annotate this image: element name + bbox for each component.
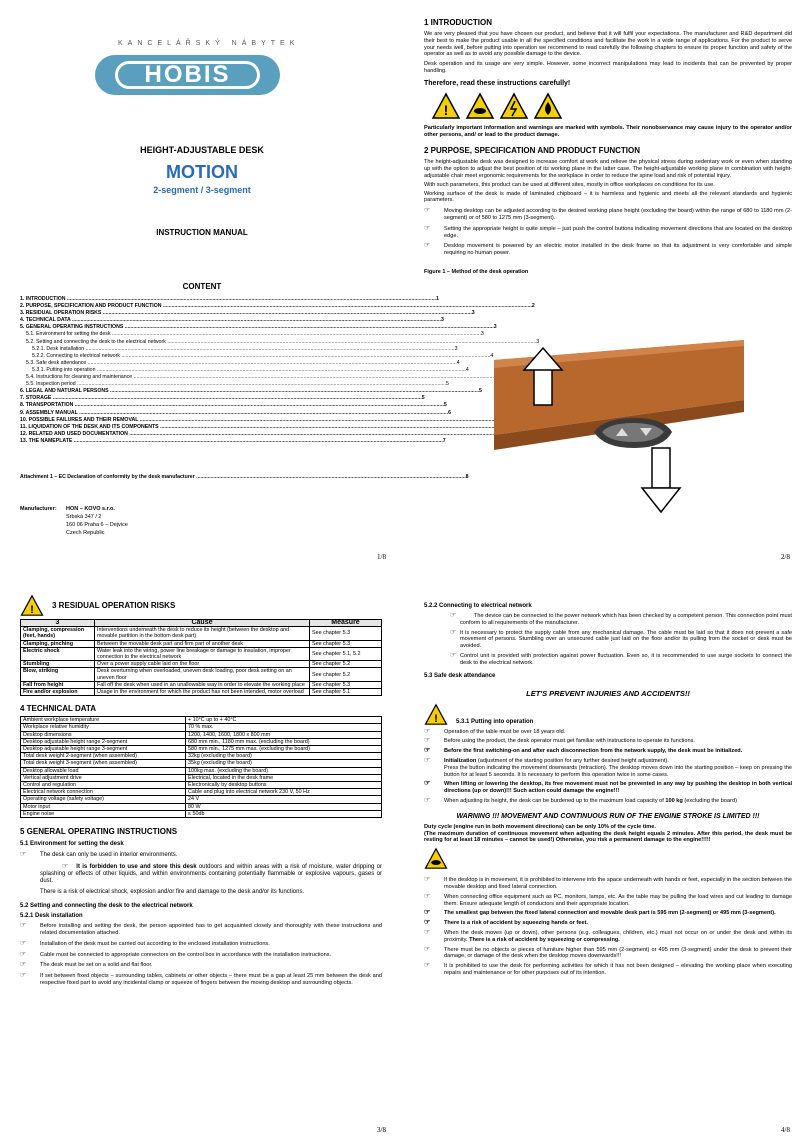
address-line: Srbská 347 / 2 bbox=[66, 514, 102, 520]
purpose-paragraph: With such parameters, this product can be used at different sites, mostly in office workplaces on conditions for its use. bbox=[424, 181, 715, 188]
table-row bbox=[21, 627, 382, 640]
toc-entry-page: 4 bbox=[465, 366, 469, 373]
page-number: 3/8 bbox=[377, 1126, 386, 1134]
page-number: 1/8 bbox=[377, 553, 386, 561]
risk-note: There is a risk of electrical shock, explosion and/or fire and damage to the desk and/or its functions. bbox=[40, 889, 305, 896]
page-3 bbox=[0, 573, 404, 1146]
attachment-text: Attachment 1 – EC Declaration of conformity by the desk manufacturer ........................................................................................................................................................................................... bbox=[20, 474, 466, 480]
table-row bbox=[21, 760, 382, 767]
operation-heading-row bbox=[424, 704, 792, 725]
manufacturer-label: Manufacturer: bbox=[20, 506, 57, 512]
toc-entry-label: 1. INTRODUCTION ..... bbox=[20, 296, 436, 303]
subsection-heading: 5.2.1 Desk installation bbox=[20, 913, 83, 920]
product-name: MOTION bbox=[166, 162, 238, 182]
cause-cell: Desk overturning when overloaded, uneven desk loading, poor desk setting on an uneven floor bbox=[95, 668, 310, 681]
measure-cell: See chapter 5.3 bbox=[310, 681, 382, 688]
logo-text: HOBIS bbox=[115, 61, 260, 89]
list-item: ☞ When adjusting its height, the desk can be burdened up to the maximum load capacity of 100 kg (excluding the board) bbox=[424, 796, 737, 804]
general-warning-icon bbox=[432, 93, 460, 119]
warning-icon bbox=[20, 595, 44, 616]
pointing-hand-icon: ☞ bbox=[450, 628, 457, 636]
value-cell: 100kg max. (excluding the board) bbox=[186, 767, 382, 774]
manufacturer-name: HON – KOVO s.r.o. bbox=[66, 506, 115, 512]
table-row bbox=[21, 647, 382, 660]
pointing-hand-icon: ☞ bbox=[424, 928, 431, 936]
pointing-hand-icon: ☞ bbox=[20, 972, 27, 980]
list-item: ☞ The device can be connected to the power network which has been checked by a competent person. This connection point must conform to all requirements of the manufacturer. bbox=[450, 612, 792, 626]
risk-col-header: 3 bbox=[21, 620, 95, 627]
list-item: ☞ There must be no objects or pieces of furniture higher than 595 mm (2-segment) or 495 mm (3-segment) under the desk to prevent their damage, or damage of the desk when the desktop moves downwards!!! bbox=[424, 945, 792, 960]
content-heading: CONTENT bbox=[182, 282, 222, 291]
toc-entry-page: 3 bbox=[493, 324, 497, 331]
doc-title: HEIGHT-ADJUSTABLE DESK bbox=[140, 145, 264, 155]
toc-entry bbox=[20, 303, 535, 310]
desk-operation-figure bbox=[494, 340, 764, 530]
parameter-cell: Motor input bbox=[21, 803, 186, 810]
pointing-hand-icon: ☞ bbox=[424, 945, 431, 953]
toc-entry-page: 5 bbox=[421, 395, 425, 402]
toc-entry-label: 11. LIQUIDATION OF THE DESK AND ITS COMPONENTS ..... bbox=[20, 424, 529, 431]
list-item: ☞ Installation of the desk must be carried out according to the enclosed installation instructions. bbox=[20, 939, 270, 947]
attachment-page: 8 bbox=[465, 474, 469, 480]
parameter-cell: Control and regulation bbox=[21, 782, 186, 789]
toc-entry-page: 3 bbox=[471, 310, 475, 317]
list-item: ☞ When lifting or lowering the desktop, its free movement must not be prevented in any way by pushing the desktop in both vertical directions (up or down)!!! Such action could damage the engine!!! bbox=[424, 780, 792, 795]
list-item: ☞ The desk can only be used in interior environments. bbox=[20, 851, 178, 859]
forbidden-note: ☞ It is forbidden to use and store this desk outdoors and within areas with a risk of moisture, water dripping or splashing or effects of other liquids, and within environments containing potentially flammable or explosive vapours, gases or dust. bbox=[40, 862, 382, 885]
parameter-cell: Total desk weight 2-segment (when assembled) bbox=[21, 753, 186, 760]
warning-icon bbox=[424, 704, 448, 725]
section-heading: 2 PURPOSE, SPECIFICATION AND PRODUCT FUNCTION bbox=[424, 146, 641, 156]
toc-entry bbox=[20, 388, 482, 395]
toc-entry bbox=[20, 345, 458, 353]
toc-entry-label: 9. ASSEMBLY MANUAL ..... bbox=[20, 410, 448, 417]
intro-paragraph: Desk operation and its usage are very simple. However, some incorrect manipulations may lead to incidents that can be prevented by proper handling. bbox=[424, 61, 792, 74]
list-item: ☞ It is necessary to protect the supply cable from any mechanical damage. The cable must be laid so that it does not prevent a safe movement of persons. Stumbling over an unsecured cable just laid on the floor and/or its pulling from the socket or desk must be avoided. bbox=[450, 628, 792, 650]
toc-entry-label: 2. PURPOSE, SPECIFICATION AND PRODUCT FUNCTION ..... bbox=[20, 303, 532, 310]
pointing-hand-icon: ☞ bbox=[424, 224, 431, 232]
measure-cell: See chapter 5.3 bbox=[310, 627, 382, 640]
measure-cell: See chapter 5.2 bbox=[310, 668, 382, 681]
section-heading: 3 RESIDUAL OPERATION RISKS bbox=[52, 601, 176, 610]
page-number: 2/8 bbox=[781, 553, 790, 561]
svg-text:!: ! bbox=[443, 101, 449, 118]
table-row bbox=[21, 731, 382, 738]
brand-tagline: KANCELÁŘSKÝ NÁBYTEK bbox=[118, 40, 300, 47]
safety-slogan: LET'S PREVENT INJURIES AND ACCIDENTS!! bbox=[526, 688, 690, 698]
cause-cell: Water leak into the wiring, power line breakage or damage to insulation, improper connection to the electrical network bbox=[95, 647, 310, 660]
toc-entry bbox=[20, 352, 494, 360]
toc-entry-page: 4 bbox=[490, 352, 494, 359]
toc-entry-page: 2 bbox=[531, 303, 535, 310]
value-cell: + 10°C up to + 40°C bbox=[186, 717, 382, 724]
toc-entry-page: 5 bbox=[446, 381, 449, 388]
toc-entry-page: 6 bbox=[448, 409, 451, 416]
pointing-hand-icon: ☞ bbox=[450, 651, 457, 659]
cause-col-header: Cause bbox=[95, 620, 310, 627]
risk-cell: Stumbling bbox=[21, 661, 95, 668]
measure-cell: See chapter 5.1, 5.2 bbox=[310, 647, 382, 660]
table-row bbox=[21, 774, 382, 781]
measure-col-header: Measure bbox=[310, 620, 382, 627]
toc-entry-label: 3. RESIDUAL OPERATION RISKS ..... bbox=[20, 310, 472, 317]
table-row bbox=[21, 738, 382, 745]
measure-cell: See chapter 5.2 bbox=[310, 661, 382, 668]
toc-entry-page: 3 bbox=[536, 338, 540, 345]
pointing-hand-icon: ☞ bbox=[424, 727, 431, 735]
list-item: ☞ Initialization (adjustment of the starting position for any further desired height adjustment). bbox=[424, 756, 669, 764]
toc-entry bbox=[20, 431, 382, 438]
section-heading: 4 TECHNICAL DATA bbox=[20, 704, 96, 714]
toc-entry-label: 8. TRANSPORTATION ..... bbox=[20, 402, 444, 409]
intro-paragraph: We are very pleased that you have chosen our product, and believe that it will fulfil your expectations. The manufacturer and R&D department did their best to make the product usable in all the specified conditions and facilitate the work in a wide range of applications. For the product to serve your needs well, before putting into operation we recommend to read carefully the following chapters to ensure its proper function and safety of the operator as well as to avoid any possible damage to the device. bbox=[424, 31, 792, 58]
toc-entry-label: 5.2. Setting and connecting the desk to the electrical network ..... bbox=[26, 339, 536, 346]
list-item: ☞ There is a risk of accident by squeezing hands or feet. bbox=[424, 919, 588, 927]
attachment-line bbox=[20, 474, 469, 480]
pointing-hand-icon: ☞ bbox=[20, 950, 27, 958]
subsection-heading: 5.3.1 Putting into operation bbox=[456, 718, 534, 725]
toc-entry-label: 6. LEGAL AND NATURAL PERSONS ..... bbox=[20, 388, 479, 395]
table-row bbox=[21, 640, 382, 647]
toc-entry bbox=[20, 417, 382, 424]
parameter-cell: Workplace relative humidity bbox=[21, 724, 186, 731]
pointing-hand-icon: ☞ bbox=[424, 909, 431, 917]
hand-crush-icon bbox=[466, 93, 494, 119]
engine-warning: WARNING !!! MOVEMENT AND CONTINUOUS RUN OF THE ENGINE STROKE IS LIMITED !!! bbox=[456, 812, 760, 820]
toc-entry bbox=[20, 310, 475, 317]
toc-entry-page: 3 bbox=[480, 331, 484, 338]
page-number: 4/8 bbox=[781, 1126, 790, 1134]
purpose-paragraph: The height-adjustable desk was designed to increase comfort at work and relieve the physical stress during sedentary work or even when standing up with the option to adjust the best position of its working plane in the latter case. The height-adjustable working plane in combination with height-adjustable chair meet ergonomic requirements for the workplace in order to reduce the spine load and risk of potential injury. bbox=[424, 159, 792, 179]
svg-text:!: ! bbox=[434, 712, 438, 725]
list-item: ☞ If the desktop is in movement, it is prohibited to intervene into the space underneath with hands or feet, especially in the section between the movable desktop and fixed lateral connection. bbox=[424, 876, 792, 890]
symbols-note: Particularly important information and warnings are marked with symbols. Their nonobservance may cause injury to the operator and/or other persons, and/ or lead to the product damage. bbox=[424, 124, 792, 138]
duty-cycle: Duty cycle (engine run in both movement directions) can be only 10% of the cycle time. bbox=[424, 823, 656, 830]
table-row bbox=[21, 803, 382, 810]
toc-entry-label: 12. RELATED AND USED DOCUMENTATION ..... bbox=[20, 431, 498, 438]
table-row bbox=[21, 782, 382, 789]
toc-entry bbox=[20, 395, 425, 402]
parameter-cell: Desktop adjustable height range 2-segment bbox=[21, 738, 186, 745]
measure-cell: See chapter 5.3 bbox=[310, 640, 382, 647]
toc-entry-label: 5.1. Environment for setting the desk ..... bbox=[26, 331, 481, 338]
pointing-hand-icon: ☞ bbox=[20, 851, 27, 859]
toc-entry-label: 5.3. Safe desk attendance ..... bbox=[26, 360, 457, 367]
list-item: ☞ It is prohibited to use the desk for performing activities for which it has not been designed – elevating the working place when executing repairs and maintenance or for other purposes out of its intention. bbox=[424, 962, 792, 976]
initialization-steps: Press the button indicating the movement downwards (retraction). The desktop moves down into the starting position – keep on pressing the button for at least 5 seconds. It is necessary to perform this operation twice in some cases. bbox=[444, 764, 792, 778]
value-cell: 35kg (excluding the board) bbox=[186, 760, 382, 767]
subsection-heading: 5.2 Setting and connecting the desk to the electrical network bbox=[20, 903, 193, 910]
list-item: ☞ The desk must be set on a solid and flat floor. bbox=[20, 961, 153, 969]
toc-entry-label: 5.5. Inspection period ..... bbox=[26, 381, 446, 388]
risk-cell: Blow, striking bbox=[21, 668, 95, 681]
toc-entry bbox=[20, 366, 469, 374]
toc-entry-page: 5 bbox=[443, 402, 447, 409]
value-cell: 1200, 1400, 1600, 1800 x 800 mm bbox=[186, 731, 382, 738]
toc-entry-page: 1 bbox=[435, 296, 439, 302]
table-row bbox=[21, 724, 382, 731]
svg-text:!: ! bbox=[30, 603, 34, 616]
parameter-cell: Operating voltage (safety voltage) bbox=[21, 796, 186, 803]
parameter-cell: Ambient workplace temperature bbox=[21, 717, 186, 724]
risk-cell: Clamping, compression (feet, hands) bbox=[21, 627, 95, 640]
read-instructions: Therefore, read these instructions carefully! bbox=[424, 79, 571, 87]
value-cell: 24 V bbox=[186, 796, 382, 803]
hobis-logo bbox=[95, 55, 280, 95]
address-line: Czech Republic bbox=[66, 530, 105, 536]
toc-entry bbox=[20, 317, 444, 324]
measure-cell: See chapter 5.1 bbox=[310, 689, 382, 696]
cause-cell: Over a power supply cable laid on the floor bbox=[95, 661, 310, 668]
risk-cell: Fall from height bbox=[21, 681, 95, 688]
risk-cell: Clamping, pinching bbox=[21, 640, 95, 647]
parameter-cell: Vertical adjustment drive bbox=[21, 774, 186, 781]
subsection-heading: 5.2.2 Connecting to electrical network bbox=[424, 603, 532, 609]
toc-entry-label: 13. THE NAMEPLATE ..... bbox=[20, 438, 443, 445]
list-item: ☞ If set between fixed objects – surrounding tables, cabinets or other objects – there must be a gap at least 25 mm between the desk and respective fixed part to avoid any incidental clamp or squeeze of fingers between the moving desktop and surrounding objects. bbox=[20, 972, 382, 987]
table-row bbox=[21, 689, 382, 696]
toc-entry bbox=[20, 324, 497, 331]
duty-cycle-detail: (The maximum duration of continuous movement when adjusting the desk height equals 2 minutes. After this period, the desk must be resting for at least 18 minutes – cannot be used!) Otherwise, you risk a permanent damage to the engine!!!!! bbox=[424, 830, 792, 844]
pointing-hand-icon: ☞ bbox=[424, 756, 431, 764]
toc-entry-page: 5 bbox=[479, 388, 482, 395]
pointing-hand-icon: ☞ bbox=[424, 737, 431, 745]
pointing-hand-icon: ☞ bbox=[424, 242, 431, 250]
table-row bbox=[21, 796, 382, 803]
pointing-hand-icon: ☞ bbox=[424, 780, 431, 788]
parameter-cell: Electrical network connection bbox=[21, 789, 186, 796]
value-cell: Electrical, located in the desk frame bbox=[186, 774, 382, 781]
table-row bbox=[21, 753, 382, 760]
toc-entry bbox=[20, 381, 449, 388]
pointing-hand-icon: ☞ bbox=[20, 939, 27, 947]
table-of-contents bbox=[20, 296, 540, 445]
toc-entry bbox=[20, 296, 439, 303]
toc-entry bbox=[20, 374, 382, 381]
pointing-hand-icon: ☞ bbox=[450, 612, 457, 619]
pointing-hand-icon: ☞ bbox=[424, 892, 431, 900]
section-heading: 5 GENERAL OPERATING INSTRUCTIONS bbox=[20, 827, 178, 837]
toc-entry bbox=[20, 402, 447, 409]
fire-icon bbox=[534, 93, 562, 119]
list-item: ☞ Before installing and setting the desk, the person appointed has to get acquainted closely and thoroughly with these instructions and related documentation attached. bbox=[20, 922, 382, 937]
toc-entry-label: 7. STORAGE ..... bbox=[20, 395, 422, 402]
table-row bbox=[21, 746, 382, 753]
value-cell: 80 W bbox=[186, 803, 382, 810]
cause-cell: Fall off the desk when used in an unallowable way in order to elevate the working place bbox=[95, 681, 310, 688]
manual-title: INSTRUCTION MANUAL bbox=[156, 228, 248, 237]
page-2 bbox=[404, 0, 808, 573]
subsection-heading: 5.1 Environment for setting the desk bbox=[20, 841, 124, 848]
table-row bbox=[21, 789, 382, 796]
risk-cell: Electric shock bbox=[21, 647, 95, 660]
toc-entry bbox=[20, 338, 540, 346]
cause-cell: Usage in the environment for which the product has not been intended, motor overload bbox=[95, 689, 310, 696]
pointing-hand-icon: ☞ bbox=[20, 961, 27, 969]
parameter-cell: Total desk weight 3-segment (when assembled) bbox=[21, 760, 186, 767]
technical-data-table bbox=[20, 716, 382, 818]
value-cell: ≤ 50db bbox=[186, 810, 382, 817]
hand-crush-icon bbox=[424, 848, 448, 869]
list-item: ☞ Operation of the table must be over 18 years old. bbox=[424, 727, 566, 735]
value-cell: 580 mm min., 1275 mm max. (excluding the board) bbox=[186, 746, 382, 753]
table-row bbox=[21, 668, 382, 681]
parameter-cell: Desktop dimensions bbox=[21, 731, 186, 738]
toc-entry-page: 7 bbox=[442, 437, 446, 444]
risk-heading-row bbox=[20, 595, 382, 616]
subsection-heading: 5.3 Safe desk attendance bbox=[424, 672, 496, 679]
toc-entry-page: 3 bbox=[454, 345, 458, 352]
page-4 bbox=[404, 573, 808, 1146]
warning-symbols bbox=[432, 93, 792, 119]
pointing-hand-icon: ☞ bbox=[424, 207, 431, 215]
parameter-cell: Engine noise bbox=[21, 810, 186, 817]
value-cell: Cable and plug into electrical network 230 V, 50 Hz bbox=[186, 789, 382, 796]
parameter-cell: Desktop adjustable height range 3-segment bbox=[21, 746, 186, 753]
toc-entry bbox=[20, 359, 460, 367]
cause-cell: Interventions underneath the desk to reduce its height (between the desktop and movable partition in the bottom desk part) bbox=[95, 627, 310, 640]
table-row bbox=[21, 681, 382, 688]
pointing-hand-icon: ☞ bbox=[424, 876, 431, 884]
purpose-paragraph: Working surface of the desk is made of laminated chipboard – it is harmless and hygienic and meets all the relevant standards and hygienic parameters. bbox=[424, 190, 792, 204]
risk-cell: Fire and/or explosion bbox=[21, 689, 95, 696]
list-item: ☞ Moving desktop can be adjusted according to the desired working plane height (excluding the board) within the range of 680 to 1180 mm (2-segment) or of 580 to 1275 mm (3-segment). bbox=[424, 207, 792, 221]
toc-entry-page: 4 bbox=[456, 359, 460, 366]
toc-entry bbox=[20, 409, 451, 417]
value-cell: 70 % max. bbox=[186, 724, 382, 731]
address-line: 160 06 Praha 6 – Dejvice bbox=[66, 522, 128, 528]
toc-entry-label: 5.2.1. Desk installation ..... bbox=[32, 346, 455, 353]
toc-entry-label: 4. TECHNICAL DATA ..... bbox=[20, 317, 441, 324]
value-cell: 32kg (excluding the board) bbox=[186, 753, 382, 760]
toc-entry bbox=[20, 437, 446, 445]
list-item: ☞ Setting the appropriate height is quite simple – just push the control buttons indicating movement directions that are located on the desktop edge. bbox=[424, 224, 792, 239]
toc-entry-label: 5.4. Instructions for cleaning and maintenance ..... bbox=[26, 374, 503, 381]
table-row bbox=[21, 810, 382, 817]
toc-entry-label: 5. GENERAL OPERATING INSTRUCTIONS ..... bbox=[20, 324, 494, 331]
figure-caption: Figure 1 – Method of the desk operation bbox=[424, 268, 529, 275]
pointing-hand-icon: ☞ bbox=[424, 962, 431, 970]
table-row bbox=[21, 767, 382, 774]
list-item: ☞ The smallest gap between the fixed lateral connection and movable desk part is 595 mm (2-segment) or 495 mm (3-segment). bbox=[424, 909, 776, 917]
list-item: ☞ When connecting office equipment such as PC, monitors, lamps, etc. As the table may be pulling the load wires and cut leading to damage them. Ensure adequate length of conductors and their appropriate location. bbox=[424, 892, 792, 907]
value-cell: 680 mm min., 1180 mm max. (excluding the board) bbox=[186, 738, 382, 745]
pointing-hand-icon: ☞ bbox=[20, 922, 27, 930]
electric-shock-icon bbox=[500, 93, 528, 119]
pointing-hand-icon: ☞ bbox=[424, 919, 431, 927]
toc-entry bbox=[20, 424, 382, 431]
list-item: ☞ Cable must be connected to appropriate connectors on the control box in accordance with the installation instructions. bbox=[20, 950, 332, 958]
pointing-hand-icon: ☞ bbox=[424, 796, 431, 804]
toc-entry-label: 10. POSSIBLE FAILURES AND THEIR REMOVAL ..... bbox=[20, 417, 509, 424]
toc-entry-label: 5.3.1. Putting into operation ..... bbox=[32, 367, 466, 374]
table-row bbox=[21, 717, 382, 724]
pointing-hand-icon: ☞ bbox=[62, 862, 69, 870]
list-item: ☞ Desktop movement is powered by an electric motor installed in the desk frame so that its adjustment is very comfortable and simple requiring no human power. bbox=[424, 242, 792, 257]
toc-entry bbox=[20, 331, 484, 338]
list-item: ☞ Before using the product, the desk operator must get familiar with instructions to operate its functions. bbox=[424, 737, 695, 745]
parameter-cell: Desktop allowable load bbox=[21, 767, 186, 774]
cause-cell: Between the movable desk part and firm part of another desk bbox=[95, 640, 310, 647]
table-row bbox=[21, 661, 382, 668]
pointing-hand-icon: ☞ bbox=[424, 747, 431, 755]
manufacturer-block bbox=[20, 505, 128, 537]
toc-entry-page: 3 bbox=[440, 317, 444, 324]
section-heading: 1 INTRODUCTION bbox=[424, 18, 492, 27]
risk-table bbox=[20, 619, 382, 696]
product-variant: 2-segment / 3-segment bbox=[153, 185, 251, 195]
list-item: ☞ When the desk moves (up or down), other persons (e.g. colleagues, children, etc.) must not occur on or under the desk and within its proximity. There is a risk of accident by squeezing or compressing. bbox=[424, 928, 792, 943]
toc-entry-label: 5.2.2. Connecting to electrical network ..... bbox=[32, 353, 490, 360]
list-item: ☞ Control unit is provided with protection against power fluctuation. Even so, it is recommended to use surge sockets to connect the desk to the electrical network. bbox=[450, 651, 792, 666]
list-item: ☞ Before the first switching-on and after each disconnection from the network supply, the desk must be initialized. bbox=[424, 747, 743, 755]
value-cell: Electronically by desktop buttons bbox=[186, 782, 382, 789]
